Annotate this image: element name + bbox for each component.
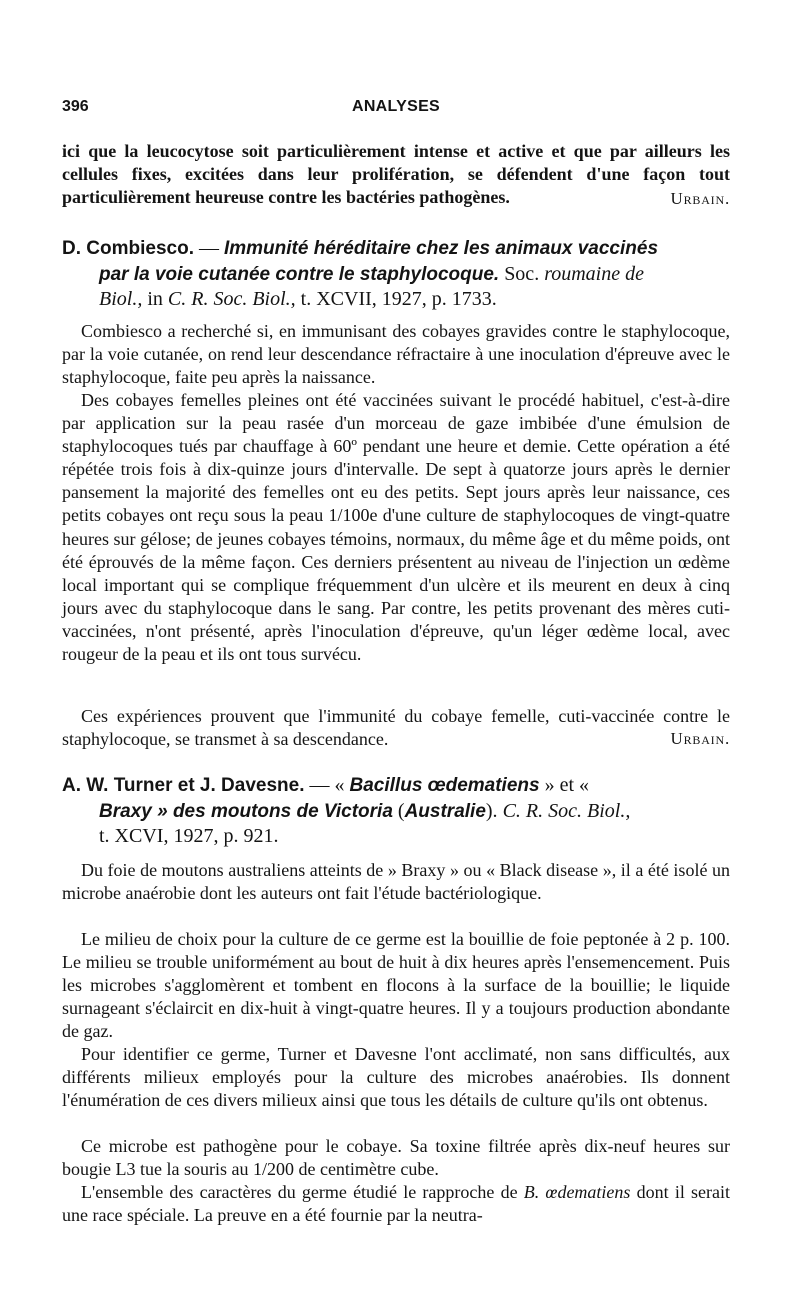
article2-heading-line3 bbox=[62, 824, 734, 850]
article1-ref-plain2: in bbox=[142, 288, 168, 310]
article2-title-d: Braxy bbox=[99, 800, 152, 822]
article2-paragraph-3: Pour identifier ce germe, Turner et Davesne l'ont acclimaté, non sans difficultés, aux différents milieux employés pour la culture des microbes anaérobies. Ils donnent l'énumération de ces divers milieux ainsi que tous les détails de culture qu'ils ont obtenus. bbox=[62, 1044, 730, 1111]
article1-heading bbox=[62, 236, 734, 313]
intro-signature: Urbain. bbox=[670, 189, 730, 208]
article2-heading-line2 bbox=[62, 799, 734, 825]
article1-ref-italic3: C. R. Soc. Biol., bbox=[167, 288, 296, 310]
article2-title-e: » des moutons de Victoria bbox=[151, 800, 393, 822]
article2-title-h: ). bbox=[485, 799, 498, 822]
article1-author: D. Combiesco. bbox=[62, 238, 194, 259]
article1-paragraph-2: Des cobayes femelles pleines ont été vaccinées suivant le procédé habituel, c'est-à-dire par application sur la peau rasée d'un morceau de gaze imbibée d'une émulsion de staphylocoques tués par chauffage à 60º pendant une heure et demie. Cette opération a été répétée trois fois à dix-quinze jours d'intervalle. De sept à quatorze jours après le dernier pansement la majorité des femelles ont eu des petits. Sept jours après leur naissance, ces petits cobayes ont reçu sous la peau 1/100e d'une culture de staphylocoques de vingt-quatre heures sur gélose; de jeunes cobayes témoins, normaux, du même âge et du même poids, ont été éprouvés de la même façon. Ces derniers présentent au niveau de l'injection un œdème local important qui se complique fréquemment d'un ulcère et ils meurent en deux à cinq jours avec du staphylocoque dans le sang. Par contre, les petits provenant des mères cuti-vaccinées, n'ont présenté, après l'inoculation d'épreuve, qu'un léger œdème local, avec rougeur de la peau et ils ont tous survécu. bbox=[62, 390, 730, 665]
article1-title-line2: par la voie cutanée contre le staphylocoque. bbox=[99, 263, 500, 285]
article1-paragraph-1: Combiesco a recherché si, en immunisant des cobayes gravides contre le staphylocoque, par la voie cutanée, on rend leur descendance réfractaire à une inoculation d'épreuve avec le staphylocoque, faite peu après la naissance. bbox=[62, 321, 730, 388]
article2-title-a: « bbox=[334, 774, 350, 796]
article2-last-species: B. œdematiens bbox=[523, 1182, 631, 1202]
article1-title-line1: Immunité héréditaire chez les animaux vaccinés bbox=[223, 238, 659, 259]
article2-paragraph-1: Du foie de moutons australiens atteints de » Braxy » ou « Black disease », il a été isolé un microbe anaérobie dont les auteurs ont fait l'étude bactériologique. bbox=[62, 860, 730, 904]
intro-paragraph: ici que la leucocytose soit particulièrement intense et active et que par ailleurs les cellules fixes, excitées dans leur prolifération, se défendent d'une façon tout particulièrement heureuse contre les bactéries pathogènes. bbox=[62, 141, 730, 208]
article1-dash: — bbox=[193, 237, 224, 259]
article1-paragraph-3: Ces expériences prouvent que l'immunité du cobaye femelle, cuti-vaccinée contre le staphylocoque, se transmet à sa descendance. bbox=[62, 706, 730, 750]
page-header bbox=[62, 98, 730, 124]
article1-signature: Urbain. bbox=[670, 729, 730, 748]
article2-paragraph-5 bbox=[62, 1181, 730, 1227]
article2-ref-italic1: C. R. Soc. Biol., bbox=[497, 799, 631, 822]
article2-author: A. W. Turner et J. Davesne. bbox=[62, 775, 305, 796]
article2-title-b: Bacillus œdematiens bbox=[349, 775, 540, 796]
article1-ref-italic2: Biol., bbox=[99, 288, 143, 310]
article2-last-text-a: L'ensemble des caractères du germe étudié le rapproche de bbox=[81, 1182, 524, 1202]
article1-ref-italic1: roumaine de bbox=[544, 262, 644, 285]
article1-heading-line3 bbox=[62, 287, 734, 313]
article2-title-g: Australie bbox=[404, 800, 486, 822]
article2-last-text-c: dont il serait une race spéciale. La preuve en a été fournie par la neutra- bbox=[62, 1182, 730, 1226]
article2-ref-plain1: t. XCVI, 1927, p. 921. bbox=[99, 825, 279, 847]
article1-ref-plain3: t. XCVII, 1927, p. 1733. bbox=[295, 288, 497, 310]
page-number: 396 bbox=[62, 98, 89, 115]
article2-title-f: ( bbox=[392, 799, 405, 822]
article1-heading-line2 bbox=[62, 262, 734, 288]
article2-paragraph-2: Le milieu de choix pour la culture de ce germe est la bouillie de foie peptonée à 2 p. 100. Le milieu se trouble uniformément au bout de huit à dix heures après l'ensemencement. Puis les microbes s'agglomèrent et tombent en flocons à la surface de la bouillie; le liquide surnageant s'éclaircit en dix-huit à vingt-quatre heures. Il y a toujours production abondante de gaz. bbox=[62, 929, 730, 1042]
article1-ref-plain1: Soc. bbox=[499, 262, 545, 285]
article2-heading bbox=[62, 773, 734, 850]
article2-dash: — bbox=[304, 774, 335, 796]
article2-title-c: » et « bbox=[539, 774, 590, 796]
article2-paragraph-4: Ce microbe est pathogène pour le cobaye. Sa toxine filtrée après dix-neuf heures sur bougie L3 tue la souris au 1/200 de centimètre cube. bbox=[62, 1136, 730, 1180]
running-title: ANALYSES bbox=[351, 98, 441, 115]
